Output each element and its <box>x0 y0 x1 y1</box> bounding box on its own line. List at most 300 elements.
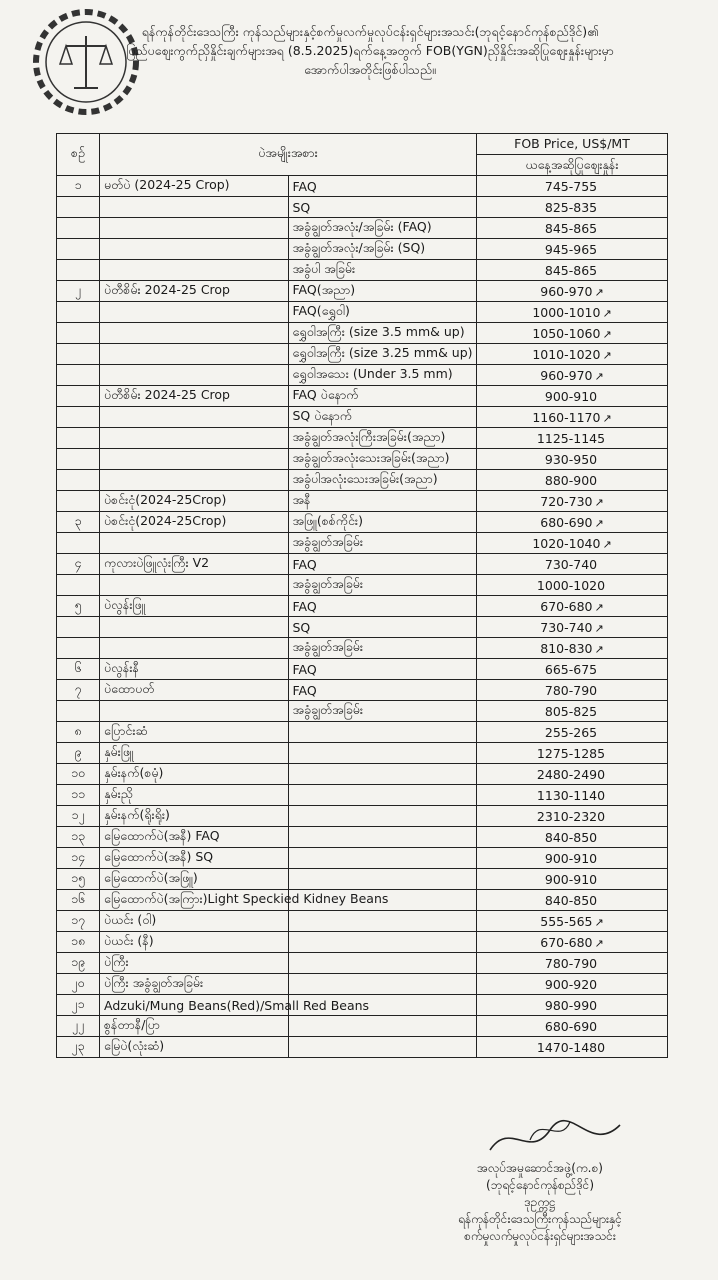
header-line-3: အောက်ပါအတိုင်းဖြစ်ပါသည်။ <box>304 62 436 77</box>
row-serial <box>57 470 100 491</box>
row-grade <box>288 722 477 743</box>
table-row <box>57 575 668 596</box>
row-price <box>477 260 668 281</box>
row-bean-name <box>100 302 289 323</box>
row-grade-text: FAQ <box>292 682 317 698</box>
table-row <box>57 596 668 617</box>
table-row <box>57 953 668 974</box>
row-price <box>477 449 668 470</box>
row-bean-name <box>100 533 289 554</box>
price-tick-mark: ↗ <box>602 327 612 341</box>
row-grade <box>288 785 477 806</box>
row-serial <box>57 197 100 218</box>
row-price <box>477 176 668 197</box>
row-serial <box>57 260 100 281</box>
row-grade <box>288 470 477 491</box>
row-serial-text: ၁၄ <box>70 848 86 864</box>
row-grade <box>288 428 477 449</box>
row-price-text: 845-865 <box>544 262 598 278</box>
row-bean-name-text: ပဲယင်း (ဝါ) <box>104 911 157 927</box>
table-row <box>57 323 668 344</box>
row-bean-name <box>100 932 289 953</box>
row-grade <box>288 344 477 365</box>
table-row <box>57 848 668 869</box>
row-price-text: 2310-2320 <box>536 808 606 824</box>
row-price <box>477 1016 668 1037</box>
row-bean-name-text: ပဲကြီး အခွံချွတ်အခြမ်း <box>104 974 204 990</box>
table-row <box>57 617 668 638</box>
row-bean-name-text: နှမ်းနက်(စမုံ) <box>104 764 164 780</box>
row-bean-name <box>100 764 289 785</box>
row-grade-text: အခွံချွတ်အခြမ်း <box>292 533 364 549</box>
table-row <box>57 722 668 743</box>
row-serial <box>57 638 100 659</box>
price-tick-mark: ↗ <box>602 348 612 362</box>
table-row <box>57 680 668 701</box>
row-price-text: 2480-2490 <box>536 766 606 782</box>
row-grade-text: FAQ ပဲနောက် <box>292 386 359 402</box>
row-grade <box>288 932 477 953</box>
row-price <box>477 701 668 722</box>
row-grade-text: FAQ <box>292 178 317 194</box>
header-line-1: ရန်ကုန်တိုင်းဒေသကြီး ကုန်သည်များနှင့်စက်မှုလက်မှုလုပ်ငန်းရှင်များအသင်း(ဘုရင့်နောင်ကုန်စည်ဒိုင်)၏ <box>141 24 599 39</box>
table-row <box>57 638 668 659</box>
row-bean-name-text: ပဲလွန်းနီ <box>104 659 139 675</box>
row-bean-name <box>100 848 289 869</box>
row-bean-name-text: မတ်ပဲ (2024-25 Crop) <box>104 176 230 192</box>
row-grade <box>288 806 477 827</box>
row-price <box>477 302 668 323</box>
row-price <box>477 365 668 386</box>
row-grade-text: FAQ <box>292 556 317 572</box>
row-price <box>477 743 668 764</box>
row-grade <box>288 386 477 407</box>
row-bean-name <box>100 659 289 680</box>
row-price-text: 1160-1170 <box>532 409 601 425</box>
signature-line-1: အလုပ်အမှုဆောင်အဖွဲ့(က.စ) <box>477 1161 603 1175</box>
row-bean-name <box>100 281 289 302</box>
row-serial-text: ၅ <box>74 596 82 612</box>
row-serial <box>57 743 100 764</box>
row-price <box>477 827 668 848</box>
row-grade-text: FAQ(ရွှေဝါ) <box>292 302 350 318</box>
row-price <box>477 890 668 911</box>
row-price <box>477 386 668 407</box>
row-bean-name-text: မြေပဲ(လုံးဆံ) <box>104 1037 165 1053</box>
row-price <box>477 281 668 302</box>
row-price-text: 780-790 <box>544 682 598 698</box>
row-price <box>477 659 668 680</box>
row-grade-text: FAQ <box>292 661 317 677</box>
row-bean-name <box>100 365 289 386</box>
row-serial-text: ၁ <box>74 176 82 192</box>
row-serial <box>57 239 100 260</box>
row-serial-text: ၂ <box>74 281 82 297</box>
row-serial <box>57 512 100 533</box>
row-bean-name <box>100 449 289 470</box>
row-serial <box>57 869 100 890</box>
row-serial <box>57 932 100 953</box>
row-bean-name-text: မြေထောက်ပဲ(အနီ) SQ <box>104 848 214 864</box>
row-grade <box>288 701 477 722</box>
row-price <box>477 869 668 890</box>
row-serial-text: ၁၂ <box>71 806 85 822</box>
row-grade-text: ရွှေဝါအသေး (Under 3.5 mm) <box>292 365 453 381</box>
table-row <box>57 449 668 470</box>
table-row <box>57 554 668 575</box>
table-row <box>57 197 668 218</box>
price-tick-mark: ↗ <box>602 306 612 320</box>
row-grade-text: အခွံချွတ်အခြမ်း <box>292 638 364 654</box>
row-bean-name-text: ပြောင်းဆံ <box>104 722 148 738</box>
table-row <box>57 365 668 386</box>
row-grade <box>288 260 477 281</box>
row-serial <box>57 575 100 596</box>
table-row <box>57 806 668 827</box>
row-price <box>477 764 668 785</box>
row-price <box>477 638 668 659</box>
row-serial-text: ၁၀ <box>70 764 86 780</box>
row-grade-text: FAQ <box>292 598 317 614</box>
signature-line-4: ရန်ကုန်တိုင်းဒေသကြီးကုန်သည်များနှင့် <box>458 1212 622 1226</box>
row-bean-name-text: Adzuki/Mung Beans(Red)/Small Red Beans <box>104 997 370 1013</box>
row-price <box>477 911 668 932</box>
row-serial <box>57 701 100 722</box>
row-grade-text: SQ <box>292 199 311 215</box>
row-grade-text: အနီ <box>292 491 311 507</box>
row-grade <box>288 176 477 197</box>
fob-price-table <box>56 133 668 1058</box>
row-grade <box>288 848 477 869</box>
table-row <box>57 890 668 911</box>
row-serial-text: ၆ <box>74 659 82 675</box>
table-row <box>57 827 668 848</box>
row-price-text: 900-910 <box>544 850 598 866</box>
row-serial-text: ၁၃ <box>70 827 86 843</box>
row-price-text: 670-680 <box>540 934 593 950</box>
row-price-text: 680-690 <box>540 514 593 530</box>
row-grade-text: အခွံချွတ်အလုံး/အခြမ်း (SQ) <box>292 239 426 255</box>
row-grade-text: အခွံချွတ်အလုံး/အခြမ်း (FAQ) <box>292 218 432 234</box>
row-grade <box>288 911 477 932</box>
signature-block <box>400 1160 680 1245</box>
row-price <box>477 512 668 533</box>
row-bean-name <box>100 386 289 407</box>
price-tick-mark: ↗ <box>602 411 612 425</box>
row-bean-name-text: ပဲစင်းငုံ(2024-25Crop) <box>104 491 227 507</box>
table-row <box>57 911 668 932</box>
row-bean-name-text: ပဲတီစိမ်း 2024-25 Crop <box>104 281 230 297</box>
row-serial <box>57 806 100 827</box>
row-serial <box>57 428 100 449</box>
row-grade-text: အခွံချွတ်အလုံးသေးအခြမ်း(အညာ) <box>292 449 450 465</box>
row-bean-name <box>100 995 370 1016</box>
table-row <box>57 512 668 533</box>
row-price-text: 840-850 <box>544 829 598 845</box>
row-price <box>477 932 668 953</box>
row-serial <box>57 407 100 428</box>
row-price-text: 730-740 <box>540 619 593 635</box>
row-serial <box>57 302 100 323</box>
price-tick-mark: ↗ <box>594 621 604 635</box>
row-grade <box>288 491 477 512</box>
row-price-text: 1020-1040 <box>532 535 601 551</box>
row-bean-name-text: စွန်တာနီ/ပြာ <box>104 1016 160 1032</box>
table-row <box>57 533 668 554</box>
price-tick-mark: ↗ <box>594 495 604 509</box>
row-serial <box>57 890 100 911</box>
row-serial <box>57 617 100 638</box>
row-bean-name-text: ကုလားပဲဖြူလုံးကြီး V2 <box>104 554 210 570</box>
table-row <box>57 701 668 722</box>
row-serial-text: ၂၃ <box>71 1037 85 1053</box>
row-grade <box>288 869 477 890</box>
row-serial-text: ၁၉ <box>70 953 86 969</box>
signature-line-2: (ဘုရင့်နောင်ကုန်စည်ဒိုင်) <box>486 1178 594 1192</box>
row-serial <box>57 848 100 869</box>
row-grade-text: ရွှေဝါအကြီး (size 3.5 mm& up) <box>292 323 465 339</box>
row-price <box>477 680 668 701</box>
row-bean-name <box>100 785 289 806</box>
row-bean-name <box>100 512 289 533</box>
row-price <box>477 953 668 974</box>
row-serial-text: ၂၁ <box>71 995 85 1011</box>
table-row <box>57 764 668 785</box>
table-row <box>57 785 668 806</box>
row-serial <box>57 1037 100 1058</box>
row-bean-name <box>100 806 289 827</box>
row-grade <box>288 638 477 659</box>
row-price <box>477 722 668 743</box>
row-price-text: 1050-1060 <box>532 325 601 341</box>
row-price <box>477 848 668 869</box>
row-price <box>477 806 668 827</box>
row-bean-name <box>100 638 289 659</box>
row-serial <box>57 953 100 974</box>
row-price-text: 945-965 <box>544 241 598 257</box>
table-row <box>57 491 668 512</box>
row-bean-name <box>100 911 289 932</box>
header-bean-type: ပဲအမျိုးအစား <box>100 134 477 176</box>
row-price-text: 1000-1020 <box>536 577 606 593</box>
row-price-text: 720-730 <box>540 493 593 509</box>
row-price-text: 665-675 <box>544 661 598 677</box>
price-tick-mark: ↗ <box>594 600 604 614</box>
row-bean-name <box>100 260 289 281</box>
row-bean-name-text: ပဲလွန်းဖြူ <box>104 596 146 612</box>
row-price-text: 805-825 <box>544 703 598 719</box>
table-row <box>57 386 668 407</box>
row-bean-name <box>100 617 289 638</box>
row-bean-name <box>100 239 289 260</box>
row-serial-text: ၁၈ <box>70 932 86 948</box>
row-grade <box>288 743 477 764</box>
row-price <box>477 785 668 806</box>
price-tick-mark: ↗ <box>602 537 612 551</box>
row-price <box>477 617 668 638</box>
row-price <box>477 575 668 596</box>
row-serial-text: ၁၁ <box>70 785 86 801</box>
table-row <box>57 869 668 890</box>
table-row <box>57 1016 668 1037</box>
row-serial <box>57 344 100 365</box>
row-serial-text: ၂၂ <box>71 1016 85 1032</box>
row-bean-name-text: နှမ်းနက်(ရိုးရိုး) <box>104 806 170 822</box>
row-bean-name <box>100 1016 289 1037</box>
row-serial-text: ၁၇ <box>70 911 86 927</box>
row-bean-name <box>100 743 289 764</box>
row-serial-text: ၄ <box>74 554 82 570</box>
row-serial <box>57 554 100 575</box>
table-row <box>57 218 668 239</box>
row-bean-name <box>100 1037 289 1058</box>
row-serial <box>57 323 100 344</box>
row-bean-name-text: မြေထောက်ပဲ(အနီ) FAQ <box>104 827 220 843</box>
row-grade-text: SQ <box>292 619 311 635</box>
row-grade-text: အခွံချွတ်အခြမ်း <box>292 701 364 717</box>
row-grade <box>288 1016 477 1037</box>
row-grade-text: အဖြူ(စစ်ကိုင်း) <box>292 512 363 528</box>
row-price-text: 745-755 <box>544 178 598 194</box>
row-grade-text: SQ ပဲနောက် <box>292 407 353 423</box>
table-row <box>57 470 668 491</box>
row-grade <box>288 680 477 701</box>
table-row <box>57 344 668 365</box>
row-serial-text: ၂၀ <box>71 974 85 990</box>
signature-line-3: ဒုဥက္ကဋ္ဌ <box>524 1195 556 1209</box>
table-row <box>57 239 668 260</box>
row-price <box>477 974 668 995</box>
row-bean-name <box>100 197 289 218</box>
row-bean-name-text: မြေထောက်ပဲ(အဖြူ) <box>104 869 198 885</box>
row-serial-text: ၈ <box>74 722 82 738</box>
row-serial <box>57 596 100 617</box>
row-grade <box>288 323 477 344</box>
row-bean-name <box>100 176 289 197</box>
row-bean-name-text: ပဲယင်း (နီ) <box>104 932 154 948</box>
row-bean-name <box>100 596 289 617</box>
row-serial <box>57 722 100 743</box>
row-serial <box>57 827 100 848</box>
row-price-text: 1125-1145 <box>536 430 606 446</box>
header-serial: စဉ် <box>57 134 100 176</box>
row-bean-name <box>100 491 289 512</box>
row-price <box>477 428 668 449</box>
row-bean-name <box>100 575 289 596</box>
row-bean-name <box>100 680 289 701</box>
row-serial <box>57 995 100 1016</box>
row-price-text: 1275-1285 <box>536 745 606 761</box>
row-grade <box>288 302 477 323</box>
row-price <box>477 554 668 575</box>
row-price <box>477 1037 668 1058</box>
row-grade <box>288 533 477 554</box>
row-grade <box>288 617 477 638</box>
price-rows <box>57 176 668 1058</box>
row-bean-name <box>100 470 289 491</box>
row-price-text: 900-910 <box>544 388 598 404</box>
row-price-text: 780-790 <box>544 955 598 971</box>
table-row <box>57 428 668 449</box>
row-bean-name <box>100 827 289 848</box>
row-serial <box>57 491 100 512</box>
row-bean-name-text: ပဲတီစိမ်း 2024-25 Crop <box>104 386 230 402</box>
row-serial <box>57 533 100 554</box>
row-price <box>477 596 668 617</box>
header-line-2: ပြည်ပဈေးကွက်ညှိနှိုင်းချက်များအရ (8.5.2025)ရက်နေ့အတွက် FOB(YGN)ညှိနှိုင်းအဆိုပြုဈေးနှုန်းများမှာ <box>126 43 614 58</box>
row-price-text: 845-865 <box>544 220 598 236</box>
table-row <box>57 995 668 1016</box>
row-grade <box>288 659 477 680</box>
table-row <box>57 659 668 680</box>
row-serial <box>57 365 100 386</box>
row-serial <box>57 911 100 932</box>
row-price-text: 825-835 <box>544 199 598 215</box>
row-serial <box>57 218 100 239</box>
row-grade-text: အခွံပါ အခြမ်း <box>292 260 356 276</box>
row-price-text: 930-950 <box>544 451 598 467</box>
row-grade <box>288 575 477 596</box>
row-price-text: 880-900 <box>544 472 598 488</box>
row-price <box>477 995 668 1016</box>
row-grade <box>288 596 477 617</box>
row-serial <box>57 764 100 785</box>
row-bean-name <box>100 974 289 995</box>
row-price-text: 840-850 <box>544 892 598 908</box>
price-tick-mark: ↗ <box>594 642 604 656</box>
row-bean-name-text: နှမ်းညို <box>104 785 133 801</box>
row-price-text: 1010-1020 <box>532 346 601 362</box>
table-row <box>57 743 668 764</box>
row-grade <box>288 974 477 995</box>
header-today-price: ယနေ့အဆိုပြုဈေးနှုန်း <box>477 155 668 176</box>
row-bean-name <box>100 407 289 428</box>
row-bean-name <box>100 554 289 575</box>
row-grade-text: အခွံချွတ်အလုံးကြီးအခြမ်း(အညာ) <box>292 428 446 444</box>
document-header <box>60 22 680 79</box>
row-grade <box>288 197 477 218</box>
row-price-text: 810-830 <box>540 640 593 656</box>
row-grade-text: ရွှေဝါအကြီး (size 3.25 mm& up) <box>292 344 473 360</box>
table-row <box>57 176 668 197</box>
row-bean-name <box>100 344 289 365</box>
row-grade-text: FAQ(အညာ) <box>292 281 356 297</box>
table-row <box>57 281 668 302</box>
table-row <box>57 1037 668 1058</box>
row-price <box>477 239 668 260</box>
table-row <box>57 260 668 281</box>
row-bean-name <box>100 953 289 974</box>
row-price <box>477 533 668 554</box>
header-fob-price: FOB Price, US$/MT <box>477 134 668 155</box>
price-tick-mark: ↗ <box>594 936 604 950</box>
row-price-text: 255-265 <box>544 724 598 740</box>
row-grade <box>288 764 477 785</box>
row-price-text: 1000-1010 <box>532 304 601 320</box>
row-price-text: 960-970 <box>540 367 593 383</box>
row-grade <box>288 1037 477 1058</box>
row-serial <box>57 449 100 470</box>
row-price-text: 730-740 <box>544 556 598 572</box>
row-bean-name <box>100 218 289 239</box>
row-price-text: 555-565 <box>540 913 593 929</box>
row-serial <box>57 659 100 680</box>
row-grade <box>288 281 477 302</box>
row-serial-text: ၁၅ <box>70 869 86 885</box>
row-grade <box>288 407 477 428</box>
row-price-text: 900-910 <box>544 871 598 887</box>
row-grade <box>288 953 477 974</box>
